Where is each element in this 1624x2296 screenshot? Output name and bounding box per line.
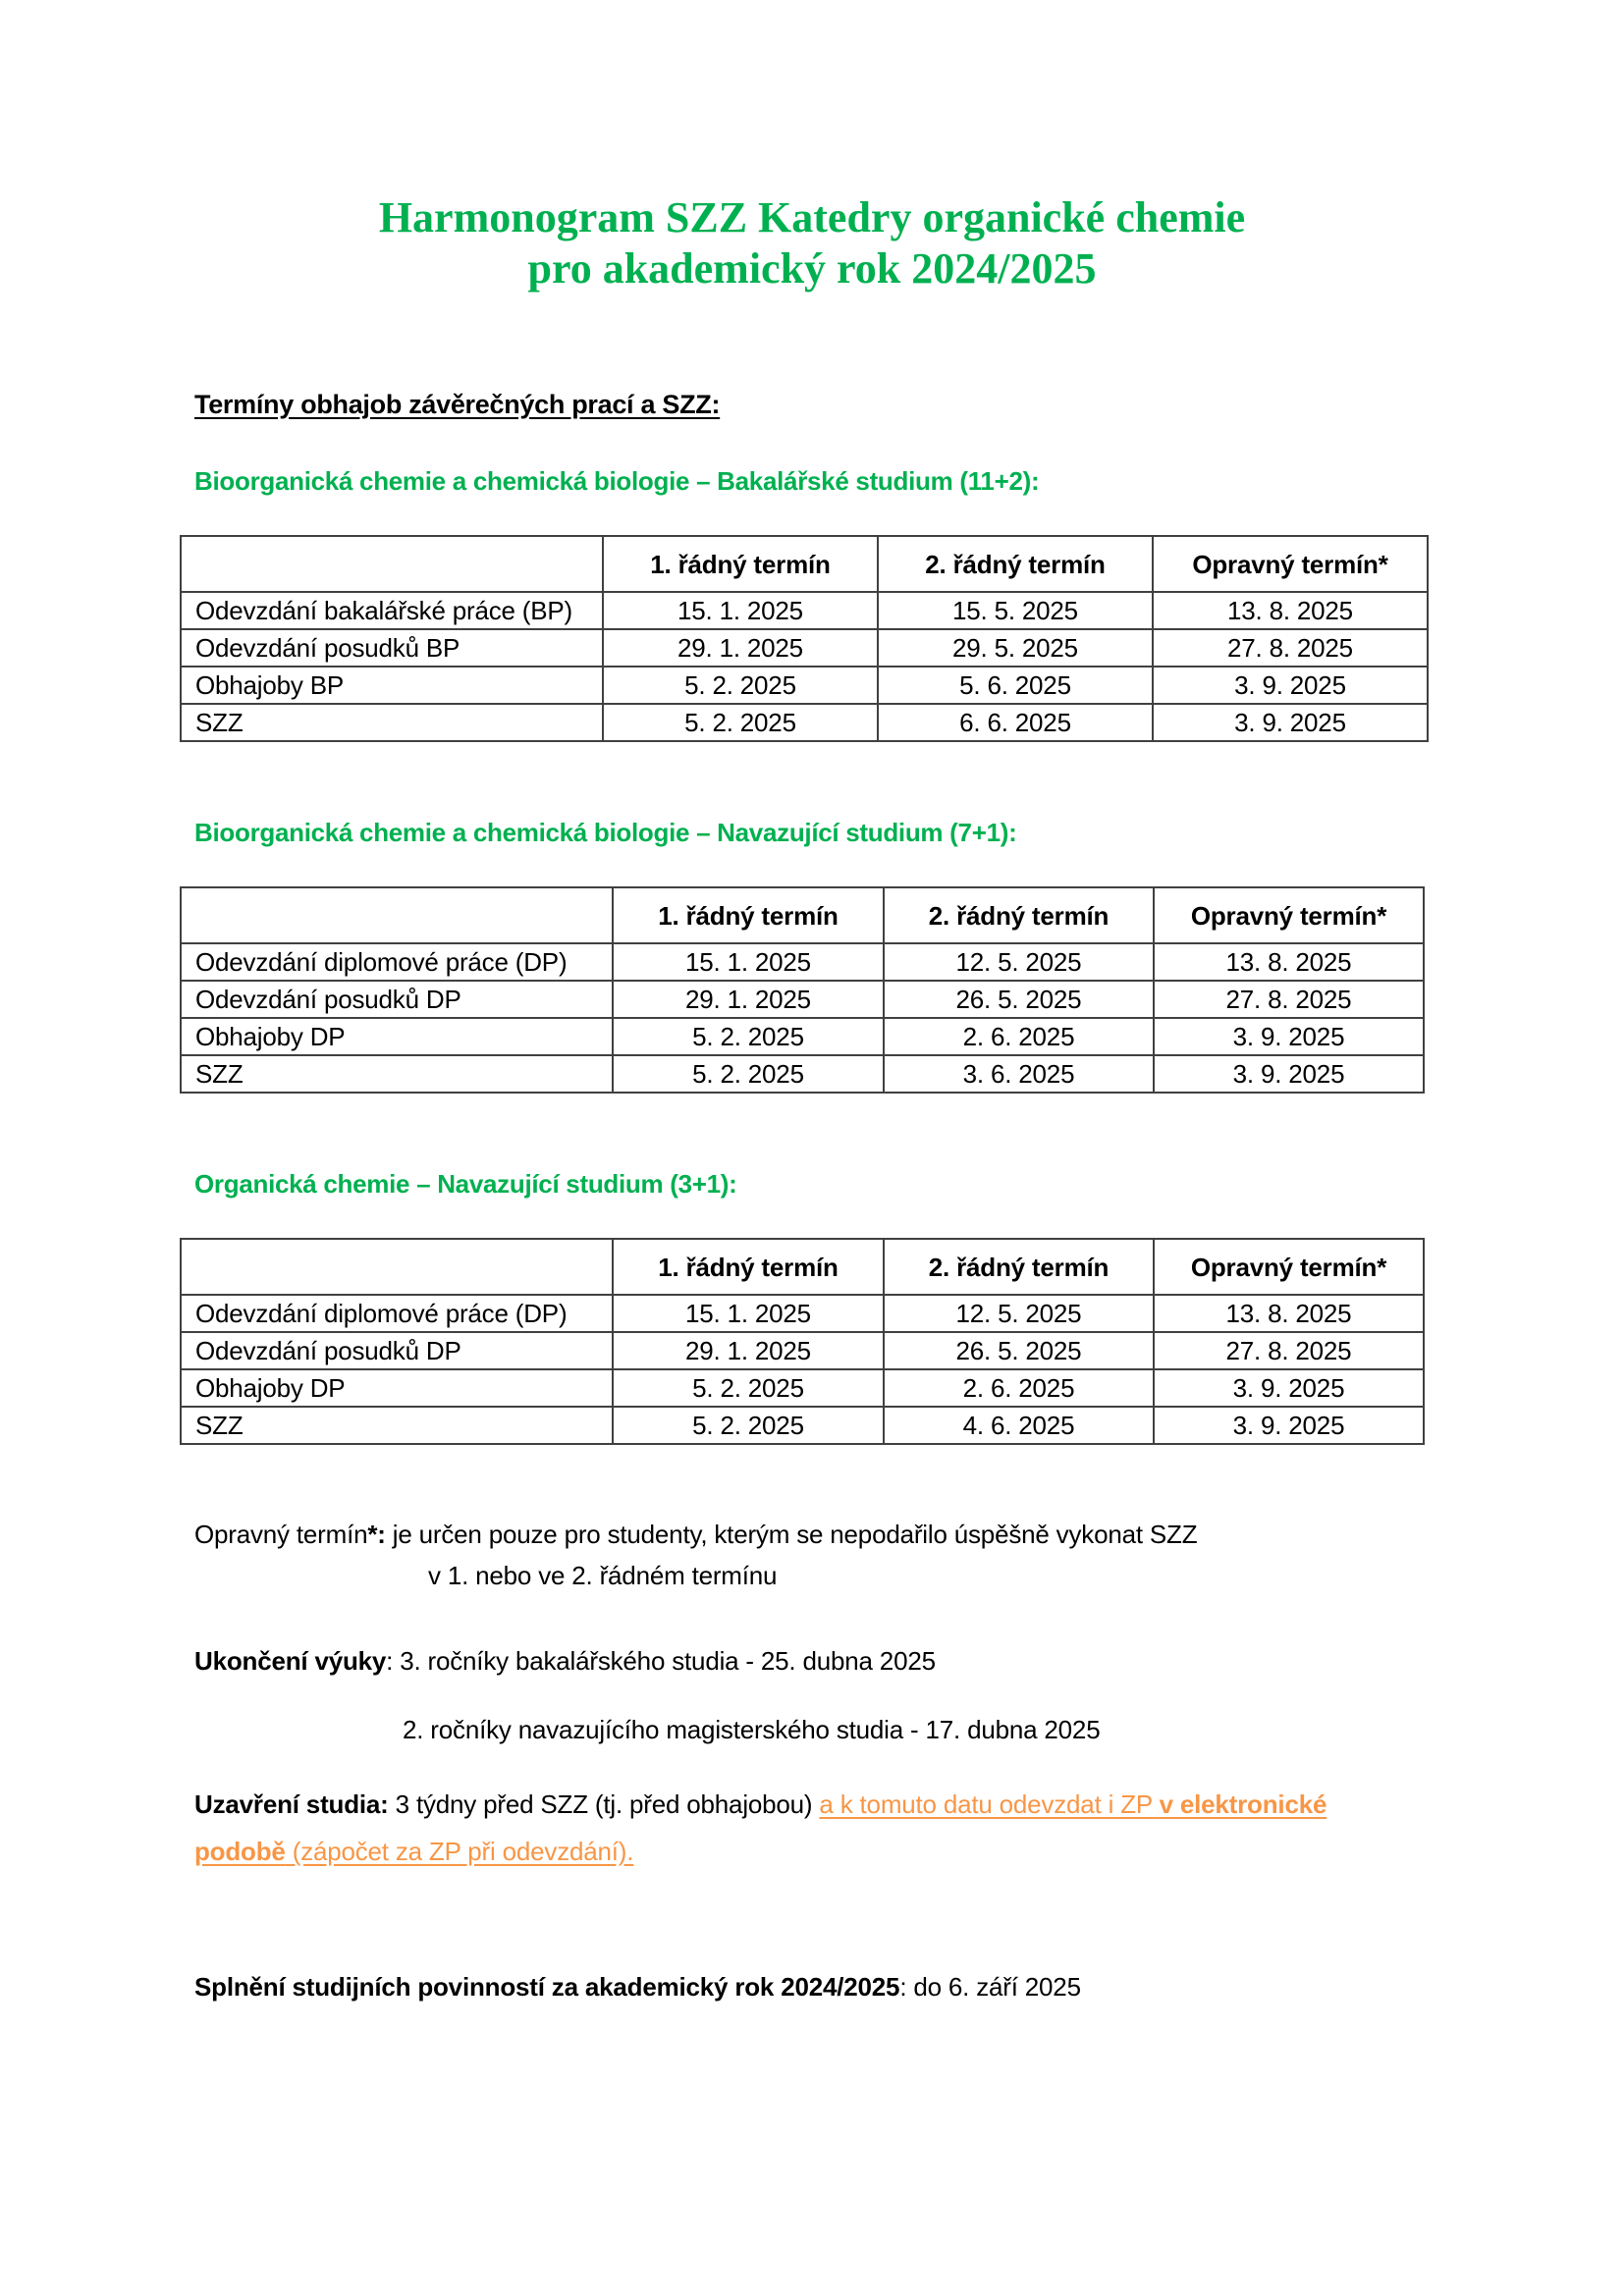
date-cell: 13. 8. 2025 <box>1154 943 1424 981</box>
date-cell: 15. 1. 2025 <box>613 943 884 981</box>
footnote-text: je určen pouze pro studenty, kterým se nepodařilo úspěšně vykonat SZZ <box>385 1520 1198 1549</box>
study-closing <box>194 1781 1451 1875</box>
date-cell: 3. 9. 2025 <box>1154 1369 1424 1407</box>
header-cell-term-1: 1. řádný termín <box>613 1239 884 1295</box>
table-2-heading: Bioorganická chemie a chemická biologie – Navazující studium (7+1): <box>194 818 1017 847</box>
date-cell: 5. 2. 2025 <box>603 667 878 704</box>
header-cell-term-2: 2. řádný termín <box>884 887 1154 943</box>
header-cell-empty <box>181 887 613 943</box>
date-cell: 12. 5. 2025 <box>884 1295 1154 1332</box>
header-cell-term-2: 2. řádný termín <box>878 536 1153 592</box>
header-cell-retake: Opravný termín* <box>1154 1239 1424 1295</box>
date-cell: 3. 6. 2025 <box>884 1055 1154 1093</box>
date-cell: 15. 5. 2025 <box>878 592 1153 629</box>
end-of-teaching <box>194 1642 936 1680</box>
row-label: Odevzdání diplomové práce (DP) <box>181 943 613 981</box>
table-row <box>181 704 1428 741</box>
row-label: Odevzdání bakalářské práce (BP) <box>181 592 603 629</box>
row-label: Odevzdání diplomové práce (DP) <box>181 1295 613 1332</box>
closing-orange-text-2: (zápočet za ZP při odevzdání). <box>285 1837 634 1866</box>
obligations-label: Splnění studijních povinností za akademický rok 2024/2025 <box>194 1972 900 2002</box>
header-cell-retake: Opravný termín* <box>1153 536 1428 592</box>
schedule-table-bachelor <box>180 535 1429 742</box>
table-row <box>181 667 1428 704</box>
end-of-teaching-line-1: : 3. ročníky bakalářského studia - 25. dubna 2025 <box>386 1646 936 1676</box>
date-cell: 3. 9. 2025 <box>1153 704 1428 741</box>
date-cell: 5. 2. 2025 <box>613 1369 884 1407</box>
date-cell: 27. 8. 2025 <box>1154 1332 1424 1369</box>
date-cell: 15. 1. 2025 <box>613 1295 884 1332</box>
date-cell: 29. 5. 2025 <box>878 629 1153 667</box>
table-row <box>181 1407 1424 1444</box>
header-cell-empty <box>181 536 603 592</box>
header-cell-term-1: 1. řádný termín <box>613 887 884 943</box>
date-cell: 12. 5. 2025 <box>884 943 1154 981</box>
date-cell: 6. 6. 2025 <box>878 704 1153 741</box>
table-header-row <box>181 536 1428 592</box>
closing-label: Uzavření studia: <box>194 1789 389 1819</box>
schedule-table-bioorganic-master <box>180 886 1425 1094</box>
date-cell: 29. 1. 2025 <box>613 981 884 1018</box>
table-row <box>181 1055 1424 1093</box>
date-cell: 3. 9. 2025 <box>1153 667 1428 704</box>
retake-footnote <box>194 1516 1197 1553</box>
row-label: Odevzdání posudků DP <box>181 1332 613 1369</box>
header-cell-term-1: 1. řádný termín <box>603 536 878 592</box>
date-cell: 5. 6. 2025 <box>878 667 1153 704</box>
table-row <box>181 629 1428 667</box>
date-cell: 3. 9. 2025 <box>1154 1018 1424 1055</box>
date-cell: 29. 1. 2025 <box>603 629 878 667</box>
closing-orange-text: a k tomuto datu odevzdat i ZP <box>819 1789 1160 1819</box>
date-cell: 3. 9. 2025 <box>1154 1055 1424 1093</box>
table-header-row <box>181 1239 1424 1295</box>
header-cell-term-2: 2. řádný termín <box>884 1239 1154 1295</box>
closing-orange-bold: v elektronické <box>1159 1789 1327 1819</box>
end-of-teaching-label: Ukončení výuky <box>194 1646 387 1676</box>
document-title <box>0 192 1624 294</box>
row-label: SZZ <box>181 704 603 741</box>
row-label: SZZ <box>181 1407 613 1444</box>
date-cell: 26. 5. 2025 <box>884 1332 1154 1369</box>
row-label: Obhajoby DP <box>181 1369 613 1407</box>
table-row <box>181 1332 1424 1369</box>
header-cell-retake: Opravný termín* <box>1154 887 1424 943</box>
closing-text: 3 týdny před SZZ (tj. před obhajobou) <box>388 1789 820 1819</box>
date-cell: 5. 2. 2025 <box>603 704 878 741</box>
date-cell: 13. 8. 2025 <box>1154 1295 1424 1332</box>
table-row <box>181 1369 1424 1407</box>
table-row <box>181 592 1428 629</box>
end-of-teaching-line-2: 2. ročníky navazujícího magisterského studia - 17. dubna 2025 <box>403 1715 1101 1744</box>
date-cell: 27. 8. 2025 <box>1154 981 1424 1018</box>
table-row <box>181 1018 1424 1055</box>
row-label: SZZ <box>181 1055 613 1093</box>
table-header-row <box>181 887 1424 943</box>
table-1-heading: Bioorganická chemie a chemická biologie – Bakalářské studium (11+2): <box>194 466 1040 496</box>
obligations-text: : do 6. září 2025 <box>899 1972 1081 2002</box>
section-heading: Termíny obhajob závěrečných prací a SZZ: <box>194 390 721 419</box>
date-cell: 4. 6. 2025 <box>884 1407 1154 1444</box>
study-obligations <box>194 1968 1081 2005</box>
row-label: Obhajoby DP <box>181 1018 613 1055</box>
date-cell: 26. 5. 2025 <box>884 981 1154 1018</box>
title-line-1: Harmonogram SZZ Katedry organické chemie <box>378 193 1246 241</box>
date-cell: 29. 1. 2025 <box>613 1332 884 1369</box>
table-row <box>181 1295 1424 1332</box>
date-cell: 5. 2. 2025 <box>613 1407 884 1444</box>
date-cell: 27. 8. 2025 <box>1153 629 1428 667</box>
footnote-marker: *: <box>367 1520 386 1549</box>
date-cell: 15. 1. 2025 <box>603 592 878 629</box>
table-3-heading: Organická chemie – Navazující studium (3+1): <box>194 1169 737 1199</box>
footnote-label: Opravný termín <box>194 1520 368 1549</box>
row-label: Obhajoby BP <box>181 667 603 704</box>
closing-orange-bold-2: podobě <box>194 1837 286 1866</box>
date-cell: 2. 6. 2025 <box>884 1369 1154 1407</box>
date-cell: 3. 9. 2025 <box>1154 1407 1424 1444</box>
title-line-2: pro akademický rok 2024/2025 <box>527 244 1097 293</box>
date-cell: 5. 2. 2025 <box>613 1018 884 1055</box>
footnote-continuation: v 1. nebo ve 2. řádném termínu <box>428 1561 778 1590</box>
date-cell: 13. 8. 2025 <box>1153 592 1428 629</box>
table-row <box>181 943 1424 981</box>
row-label: Odevzdání posudků DP <box>181 981 613 1018</box>
header-cell-empty <box>181 1239 613 1295</box>
date-cell: 2. 6. 2025 <box>884 1018 1154 1055</box>
date-cell: 5. 2. 2025 <box>613 1055 884 1093</box>
row-label: Odevzdání posudků BP <box>181 629 603 667</box>
table-row <box>181 981 1424 1018</box>
schedule-table-organic-master <box>180 1238 1425 1445</box>
